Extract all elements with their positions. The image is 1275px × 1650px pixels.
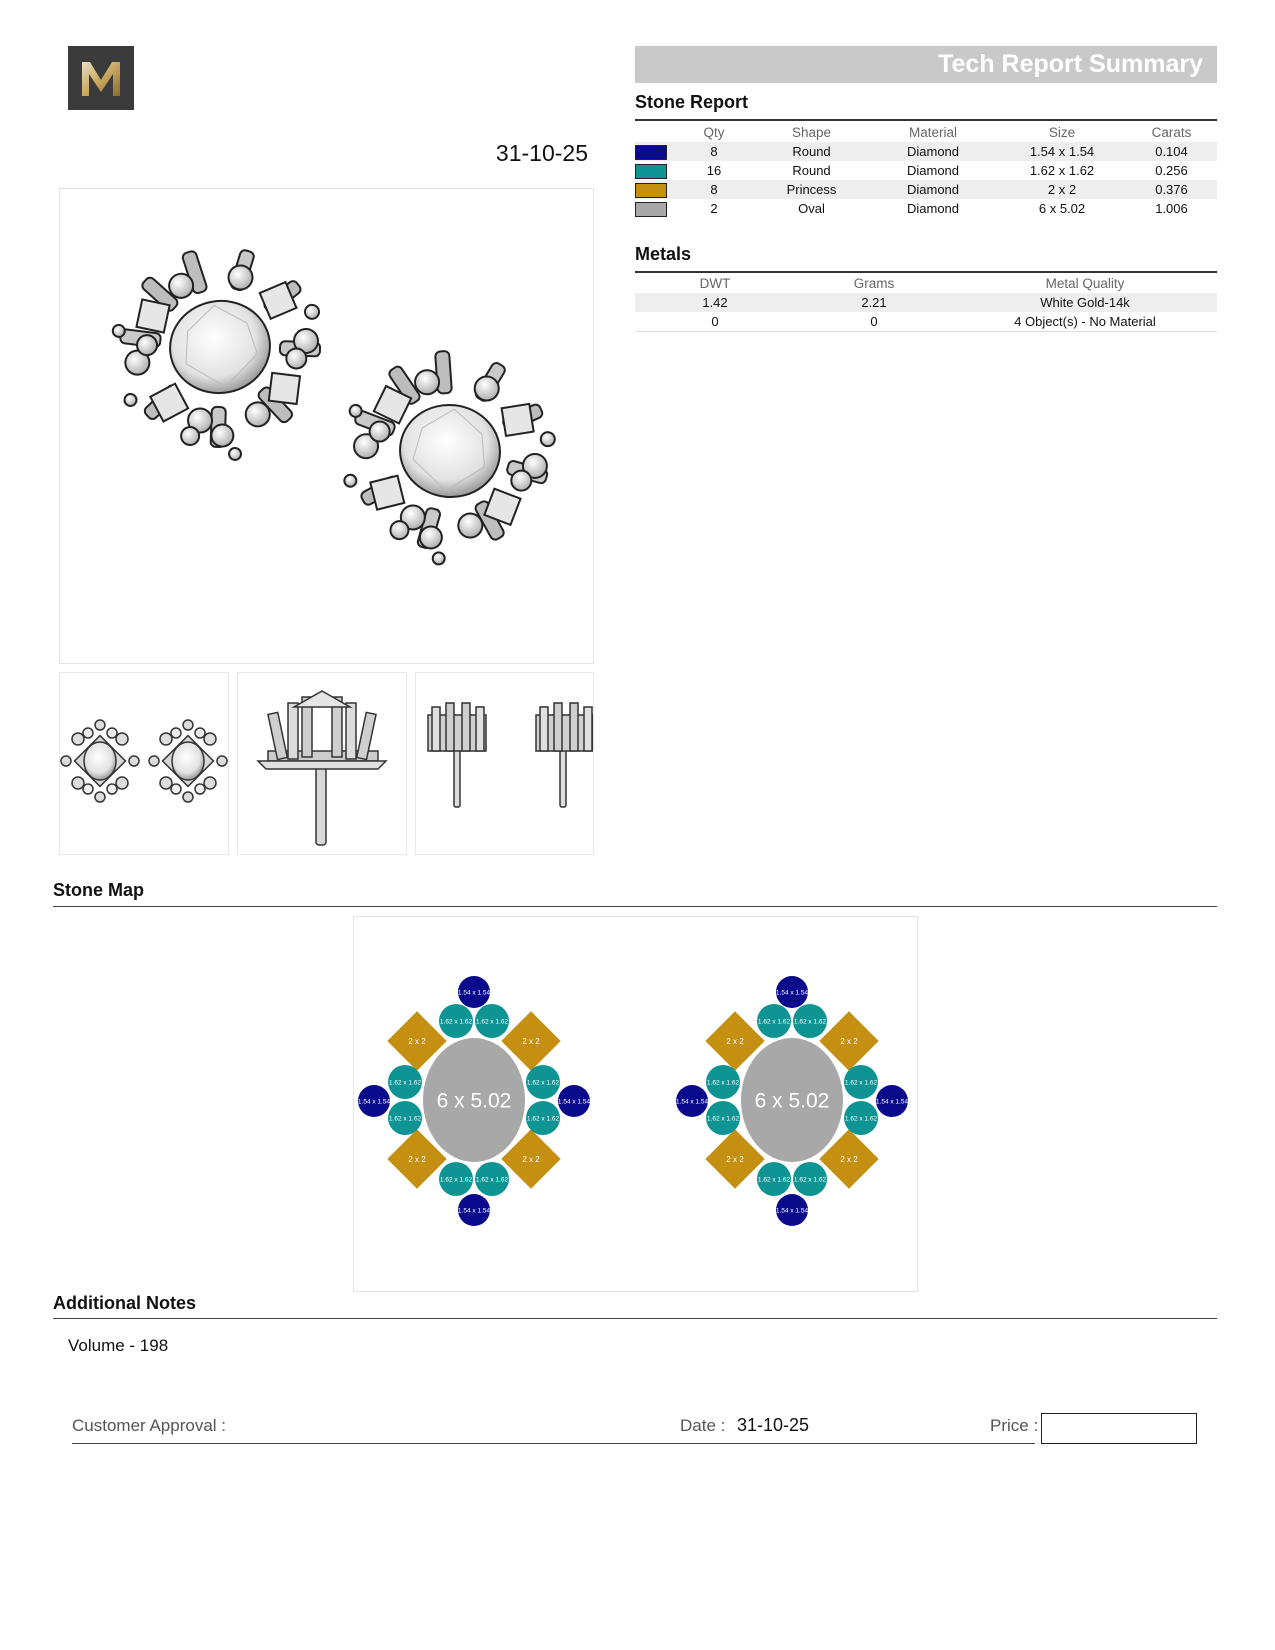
- earring-left-render: [103, 234, 338, 474]
- medium-round-stone-label: 1.62 x 1.62: [844, 1079, 878, 1087]
- metals-title: Metals: [635, 244, 692, 264]
- princess-stone-label: 2 x 2: [408, 1154, 426, 1164]
- color-swatch: [635, 145, 667, 160]
- color-swatch: [635, 164, 667, 179]
- princess-stone-label: 2 x 2: [522, 1154, 540, 1164]
- medium-round-stone-label: 1.62 x 1.62: [388, 1079, 422, 1087]
- medium-round-stone-label: 1.62 x 1.62: [706, 1115, 740, 1123]
- report-title-bar: [635, 46, 1217, 83]
- medium-round-stone-label: 1.62 x 1.62: [439, 1176, 473, 1184]
- earring-render-main: [59, 188, 594, 664]
- princess-stone-label: 2 x 2: [840, 1036, 858, 1046]
- stone-map-earring-left: [358, 976, 591, 1226]
- col-metal-quality: Metal Quality: [1045, 275, 1125, 291]
- medium-round-stone-label: 1.62 x 1.62: [388, 1115, 422, 1123]
- customer-approval-label: Customer Approval :: [72, 1416, 227, 1435]
- stone-report-header-row: [635, 122, 1217, 142]
- small-round-stone-label: 1.54 x 1.54: [457, 1207, 491, 1215]
- header-date: 31-10-25: [495, 140, 588, 166]
- metals-header-row: [635, 273, 1217, 293]
- col-dwt: DWT: [699, 275, 731, 291]
- thumbnail-front-view[interactable]: [415, 672, 594, 855]
- medium-round-stone-label: 1.62 x 1.62: [793, 1176, 827, 1184]
- price-label: Price :: [990, 1416, 1039, 1435]
- approval-signature-line: [72, 1443, 1035, 1444]
- medium-round-stone-label: 1.62 x 1.62: [526, 1079, 560, 1087]
- stone-report-table: [635, 122, 1217, 218]
- table-row: 16 Round Diamond 1.62 x 1.62 0.256: [635, 161, 1217, 180]
- stone-map-title: Stone Map: [53, 880, 145, 900]
- report-title: Tech Report Summary: [938, 50, 1203, 78]
- stone-map-earring-right: [676, 976, 909, 1226]
- thumbnail-top-view[interactable]: [59, 672, 229, 855]
- stone-map-rule: [53, 906, 1217, 907]
- stone-report-title: Stone Report: [635, 92, 749, 112]
- medium-round-stone-label: 1.62 x 1.62: [526, 1115, 560, 1123]
- medium-round-stone-label: 1.62 x 1.62: [475, 1018, 509, 1026]
- col-carats: Carats: [1151, 124, 1192, 140]
- color-swatch: [635, 202, 667, 217]
- table-row: 1.42 2.21 White Gold-14k: [635, 293, 1217, 312]
- princess-stone-label: 2 x 2: [726, 1154, 744, 1164]
- princess-stone-label: 2 x 2: [840, 1154, 858, 1164]
- additional-notes-rule: [53, 1318, 1217, 1319]
- medium-round-stone-label: 1.62 x 1.62: [757, 1018, 791, 1026]
- princess-stone-label: 2 x 2: [408, 1036, 426, 1046]
- thumbnail-side-view[interactable]: [237, 672, 407, 855]
- small-round-stone-label: 1.54 x 1.54: [675, 1098, 709, 1106]
- col-shape: Shape: [791, 124, 832, 140]
- princess-stone-label: 2 x 2: [726, 1036, 744, 1046]
- col-color: [635, 122, 673, 142]
- small-round-stone-label: 1.54 x 1.54: [775, 1207, 809, 1215]
- col-grams: Grams: [853, 275, 895, 291]
- approval-date-label: Date :: [680, 1416, 726, 1435]
- notes-text: Volume - 198: [68, 1336, 169, 1355]
- small-round-stone-label: 1.54 x 1.54: [357, 1098, 391, 1106]
- table-row: 2 Oval Diamond 6 x 5.02 1.006: [635, 199, 1217, 218]
- small-round-stone-label: 1.54 x 1.54: [557, 1098, 591, 1106]
- princess-stone-label: 2 x 2: [522, 1036, 540, 1046]
- medium-round-stone-label: 1.62 x 1.62: [475, 1176, 509, 1184]
- earring-right-render: [335, 341, 563, 575]
- medium-round-stone-label: 1.62 x 1.62: [439, 1018, 473, 1026]
- additional-notes-title: Additional Notes: [53, 1293, 196, 1313]
- price-input-box[interactable]: [1041, 1413, 1197, 1444]
- col-qty: Qty: [703, 124, 725, 140]
- table-row: 8 Princess Diamond 2 x 2 0.376: [635, 180, 1217, 199]
- metals-table: [635, 273, 1217, 332]
- table-row: 8 Round Diamond 1.54 x 1.54 0.104: [635, 142, 1217, 161]
- stone-report-rule: [635, 119, 1217, 121]
- col-size: Size: [1048, 124, 1076, 140]
- stone-map-panel: [353, 916, 918, 1292]
- table-row: 0 0 4 Object(s) - No Material: [635, 312, 1217, 332]
- center-oval-stone-label: 6 x 5.02: [754, 1089, 830, 1113]
- small-round-stone-label: 1.54 x 1.54: [775, 989, 809, 997]
- small-round-stone-label: 1.54 x 1.54: [875, 1098, 909, 1106]
- center-oval-stone-label: 6 x 5.02: [436, 1089, 512, 1113]
- medium-round-stone-label: 1.62 x 1.62: [793, 1018, 827, 1026]
- medium-round-stone-label: 1.62 x 1.62: [844, 1115, 878, 1123]
- approval-date-value: 31-10-25: [737, 1415, 810, 1435]
- medium-round-stone-label: 1.62 x 1.62: [706, 1079, 740, 1087]
- medium-round-stone-label: 1.62 x 1.62: [757, 1176, 791, 1184]
- color-swatch: [635, 183, 667, 198]
- company-logo: [68, 46, 134, 110]
- small-round-stone-label: 1.54 x 1.54: [457, 989, 491, 997]
- col-material: Material: [908, 124, 957, 140]
